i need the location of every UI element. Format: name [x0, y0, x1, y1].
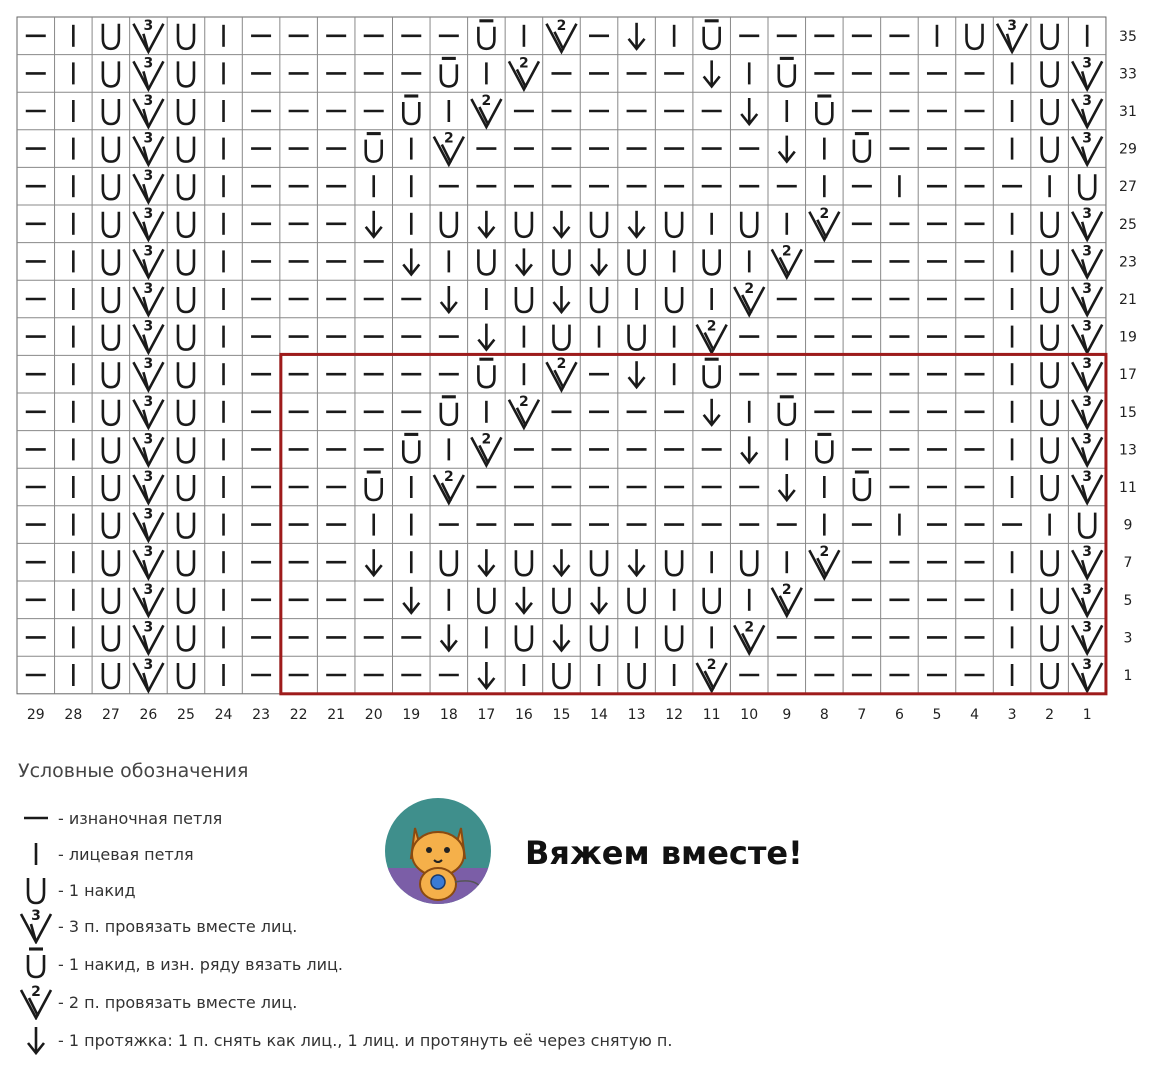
arrow-icon	[18, 1022, 54, 1058]
brand-title: Вяжем вместе!	[525, 834, 803, 872]
legend-item-label: - 1 накид	[58, 880, 136, 900]
row-label: 15	[1119, 404, 1137, 421]
brand-badge-icon	[385, 798, 491, 904]
svg-text:3: 3	[1082, 619, 1093, 636]
svg-text:3: 3	[1082, 318, 1093, 335]
legend-item-label: - лицевая петля	[58, 844, 194, 864]
col-label: 22	[289, 706, 308, 723]
col-label: 6	[894, 706, 904, 723]
col-label: 7	[857, 706, 867, 723]
svg-text:2: 2	[556, 17, 567, 34]
col-label: 26	[139, 706, 158, 723]
col-label: 16	[515, 706, 533, 723]
svg-text:3: 3	[1082, 281, 1093, 297]
col-label: 12	[665, 706, 684, 723]
row-label: 23	[1119, 254, 1137, 271]
k3tog-icon	[18, 908, 54, 944]
svg-text:3: 3	[1082, 544, 1093, 561]
col-label: 3	[1007, 706, 1017, 723]
col-label: 5	[932, 706, 942, 723]
yo-icon	[18, 872, 54, 908]
svg-text:2: 2	[706, 318, 717, 335]
svg-text:3: 3	[143, 243, 154, 260]
svg-text:2: 2	[443, 130, 454, 147]
legend-title: Условные обозначения	[18, 760, 249, 782]
svg-text:3: 3	[143, 393, 154, 410]
col-label: 27	[101, 706, 120, 723]
svg-text:3: 3	[1082, 431, 1093, 448]
svg-text:3: 3	[1082, 657, 1093, 673]
svg-text:3: 3	[143, 55, 154, 72]
col-label: 2	[1045, 706, 1055, 723]
svg-text:3: 3	[143, 469, 154, 485]
row-label: 25	[1119, 216, 1137, 233]
col-label: 14	[590, 706, 608, 723]
yo-bar-icon	[18, 946, 54, 982]
svg-text:2: 2	[781, 243, 792, 260]
svg-text:3: 3	[143, 581, 154, 598]
row-label: 29	[1119, 141, 1137, 158]
svg-text:3: 3	[143, 431, 154, 448]
col-label: 11	[702, 706, 721, 723]
knit-icon	[18, 836, 54, 872]
row-label: 9	[1123, 517, 1133, 534]
svg-text:3: 3	[31, 908, 41, 924]
col-label: 1	[1082, 706, 1092, 723]
legend-item-yo	[18, 874, 136, 906]
row-label: 17	[1119, 367, 1137, 384]
col-label: 20	[364, 706, 383, 723]
row-label: 13	[1119, 442, 1137, 459]
svg-text:2: 2	[706, 657, 717, 673]
svg-text:3: 3	[1082, 469, 1093, 485]
col-label: 21	[327, 706, 346, 723]
legend	[0, 740, 1161, 1080]
svg-text:3: 3	[143, 506, 154, 523]
svg-text:3: 3	[1007, 17, 1017, 34]
svg-text:3: 3	[143, 657, 154, 673]
svg-text:2: 2	[31, 984, 41, 1000]
legend-item-k2tog	[18, 986, 297, 1018]
cat-icon	[385, 798, 491, 904]
col-label: 23	[252, 706, 270, 723]
legend-item-label: - 2 п. провязать вместе лиц.	[58, 992, 298, 1012]
legend-item-purl	[18, 802, 222, 834]
svg-text:2: 2	[519, 393, 529, 410]
svg-text:3: 3	[143, 281, 154, 297]
svg-text:2: 2	[481, 93, 492, 109]
purl-icon	[18, 800, 54, 836]
col-label: 15	[552, 706, 571, 723]
svg-text:3: 3	[1082, 55, 1093, 72]
row-label: 1	[1123, 668, 1133, 684]
svg-text:3: 3	[143, 130, 154, 147]
svg-text:3: 3	[1082, 393, 1093, 410]
legend-item-label: - изнаночная петля	[58, 808, 223, 828]
row-label: 11	[1119, 480, 1137, 496]
col-label: 29	[26, 706, 45, 723]
svg-text:3: 3	[143, 356, 154, 373]
svg-text:3: 3	[143, 318, 154, 335]
col-label: 18	[439, 706, 458, 723]
svg-text:2: 2	[556, 356, 567, 373]
col-label: 10	[740, 706, 759, 723]
svg-text:3: 3	[1082, 130, 1093, 147]
row-label: 27	[1119, 179, 1137, 196]
legend-item-label: - 3 п. провязать вместе лиц.	[58, 916, 298, 936]
col-label: 17	[477, 706, 496, 723]
svg-text:3: 3	[1082, 93, 1093, 109]
legend-item-knit	[18, 838, 194, 870]
row-label: 21	[1119, 292, 1137, 308]
row-label: 33	[1119, 66, 1137, 83]
col-label: 24	[214, 706, 233, 723]
svg-text:2: 2	[781, 581, 792, 598]
legend-item-label: - 1 накид, в изн. ряду вязать лиц.	[58, 954, 343, 974]
svg-text:3: 3	[143, 93, 154, 109]
row-label: 19	[1119, 329, 1137, 346]
svg-text:2: 2	[443, 469, 454, 485]
col-label: 9	[782, 706, 792, 723]
row-label: 3	[1123, 630, 1133, 647]
svg-text:2: 2	[481, 431, 492, 448]
svg-text:3: 3	[1082, 243, 1093, 260]
svg-text:3: 3	[1082, 205, 1093, 222]
svg-text:3: 3	[1082, 581, 1093, 598]
col-label: 4	[970, 706, 979, 723]
legend-item-k3tog	[18, 910, 297, 942]
svg-text:3: 3	[143, 544, 154, 561]
svg-text:2: 2	[819, 205, 830, 222]
svg-text:3: 3	[1082, 356, 1093, 373]
svg-text:2: 2	[519, 55, 529, 72]
row-label: 7	[1123, 555, 1133, 572]
svg-text:2: 2	[819, 544, 830, 561]
svg-text:3: 3	[143, 619, 154, 636]
svg-text:3: 3	[143, 205, 154, 222]
row-label: 5	[1123, 592, 1133, 609]
legend-item-label: - 1 протяжка: 1 п. снять как лиц., 1 лиц. и протянуть её через снятую п.	[58, 1030, 673, 1050]
svg-text:2: 2	[744, 281, 755, 297]
svg-text:3: 3	[143, 168, 154, 185]
legend-item-arrow	[18, 1024, 672, 1056]
svg-text:3: 3	[143, 17, 154, 34]
col-label: 25	[177, 706, 195, 723]
row-label: 31	[1119, 104, 1137, 120]
col-label: 28	[64, 706, 83, 723]
col-label: 19	[402, 706, 421, 723]
col-label: 8	[819, 706, 829, 723]
legend-item-yo-bar	[18, 948, 343, 980]
col-label: 13	[627, 706, 646, 723]
svg-text:2: 2	[744, 619, 755, 636]
k2tog-icon	[18, 984, 54, 1020]
row-label: 35	[1119, 28, 1137, 45]
